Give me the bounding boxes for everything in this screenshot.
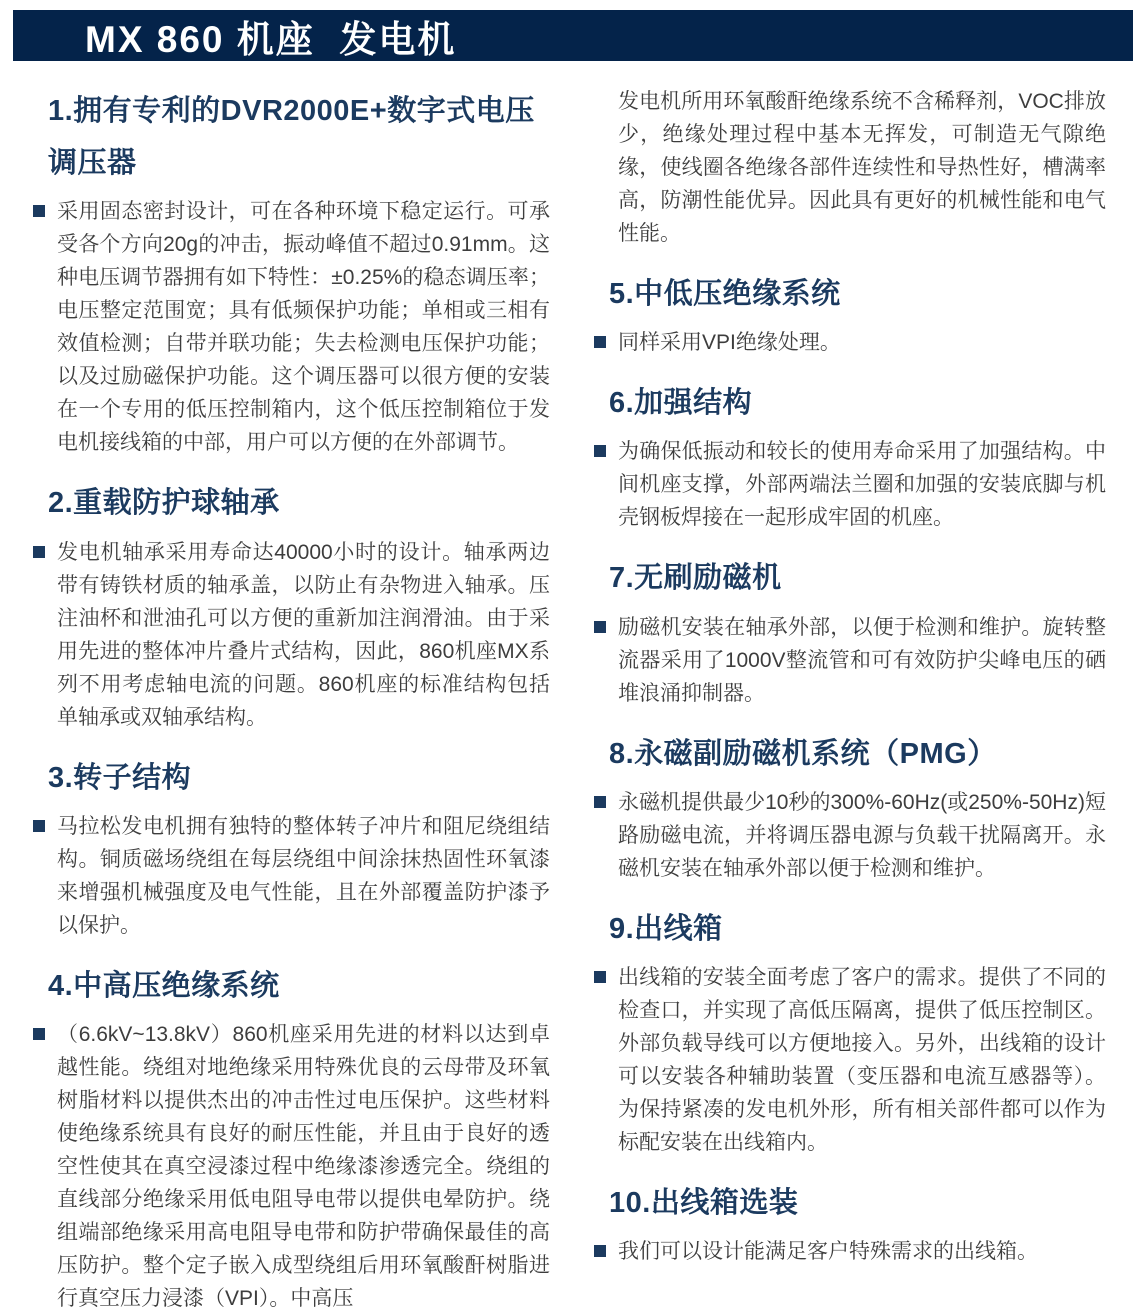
square-bullet-icon <box>594 336 606 348</box>
section-1-heading: 1.拥有专利的DVR2000E+数字式电压调压器 <box>48 95 535 180</box>
bullet-text: 励磁机安装在轴承外部，以便于检测和维护。旋转整流器采用了1000V整流管和可有效防护尖峰电压的硒堆浪涌抑制器。 <box>618 615 1106 705</box>
bullet-item <box>594 961 1106 1159</box>
section-10-heading: 10.出线箱选装 <box>609 1186 799 1219</box>
left-column <box>33 85 550 1315</box>
bullet-item <box>594 611 1106 710</box>
bullet-item <box>594 326 1106 359</box>
section-4-continuation-paragraph: 发电机所用环氧酸酐绝缘系统不含稀释剂，VOC排放少，绝缘处理过程中基本无挥发，可制造无气隙绝缘，使线圈各绝缘各部件连续性和导热性好，槽满率高，防潮性能优异。因此具有更好的机械性能和电气性能。 <box>618 90 1106 245</box>
document-page <box>0 10 1133 1315</box>
square-bullet-icon <box>594 445 606 457</box>
section-3 <box>33 752 550 942</box>
bullet-item <box>33 1018 550 1315</box>
bullet-text: 出线箱的安装全面考虑了客户的需求。提供了不同的检查口，并实现了高低压隔离，提供了低压控制区。外部负载导线可以方便地接入。另外，出线箱的设计可以安装各种辅助装置（变压器和电流互感器等）。为保持紧凑的发电机外形，所有相关部件都可以作为标配安装在出线箱内。 <box>618 965 1106 1154</box>
section-2 <box>33 477 550 733</box>
right-column <box>594 85 1106 1315</box>
square-bullet-icon <box>33 820 45 832</box>
section-9 <box>594 903 1106 1159</box>
section-6 <box>594 377 1106 534</box>
square-bullet-icon <box>594 796 606 808</box>
section-5-heading: 5.中低压绝缘系统 <box>609 278 841 310</box>
bullet-text: 我们可以设计能满足客户特殊需求的出线箱。 <box>618 1240 1038 1264</box>
square-bullet-icon <box>33 546 45 558</box>
page-title: MX 860 机座 发电机 <box>85 18 457 60</box>
square-bullet-icon <box>594 621 606 633</box>
bullet-text: 同样采用VPI绝缘处理。 <box>618 331 841 355</box>
section-7 <box>594 552 1106 709</box>
section-8-heading: 8.永磁副励磁机系统（PMG） <box>609 737 997 770</box>
section-6-heading: 6.加强结构 <box>609 387 753 420</box>
bullet-item <box>594 786 1106 885</box>
bullet-text: 永磁机提供最少10秒的300%-60Hz(或250%-50Hz)短路励磁电流，并将调压器电源与负载干扰隔离开。永磁机安装在轴承外部以便于检测和维护。 <box>618 790 1106 880</box>
section-10 <box>594 1177 1106 1268</box>
square-bullet-icon <box>594 1245 606 1257</box>
section-9-heading: 9.出线箱 <box>609 912 723 945</box>
section-3-heading: 3.转子结构 <box>48 761 192 794</box>
section-2-heading: 2.重载防护球轴承 <box>48 487 280 520</box>
section-5 <box>594 268 1106 359</box>
bullet-item <box>33 810 550 942</box>
bullet-item <box>33 195 550 459</box>
bullet-item <box>594 1235 1106 1268</box>
bullet-text: （6.6kV~13.8kV）860机座采用先进的材料以达到卓越性能。绕组对地绝缘采用特殊优良的云母带及环氧树脂材料以提供杰出的冲击性过电压保护。这些材料使绝缘系统具有良好的耐压性能，并且由于良好的透空性使其在真空浸漆过程中绝缘漆渗透完全。绕组的直线部分绝缘采用低电阻导电带以提供电晕防护。绕组端部绝缘采用高电阻导电带和防护带确保最佳的高压防护。整个定子嵌入成型绕组后用环氧酸酐树脂进行真空压力浸漆（VPI）。中高压 <box>57 1022 550 1310</box>
section-1 <box>33 85 550 459</box>
section-7-heading: 7.无刷励磁机 <box>609 562 782 595</box>
section-4 <box>33 960 550 1315</box>
bullet-text: 为确保低振动和较长的使用寿命采用了加强结构。中间机座支撑，外部两端法兰圈和加强的安装底脚与机壳钢板焊接在一起形成牢固的机座。 <box>618 440 1106 530</box>
bullet-text: 采用固态密封设计，可在各种环境下稳定运行。可承受各个方向20g的冲击，振动峰值不超过0.91mm。这种电压调节器拥有如下特性：±0.25%的稳态调压率；电压整定范围宽；具有低频保护功能；单相或三相有效值检测；自带并联功能；失去检测电压保护功能；以及过励磁保护功能。这个调压器可以很方便的安装在一个专用的低压控制箱内，这个低压控制箱位于发电机接线箱的中部，用户可以方便的在外部调节。 <box>57 200 550 455</box>
two-column-body <box>33 85 1106 1315</box>
square-bullet-icon <box>33 205 45 217</box>
bullet-text: 马拉松发电机拥有独特的整体转子冲片和阻尼绕组结构。铜质磁场绕组在每层绕组中间涂抹热固性环氧漆来增强机械强度及电气性能，且在外部覆盖防护漆予以保护。 <box>57 814 550 937</box>
square-bullet-icon <box>594 971 606 983</box>
bullet-item <box>594 435 1106 534</box>
bullet-text: 发电机轴承采用寿命达40000小时的设计。轴承两边带有铸铁材质的轴承盖，以防止有杂物进入轴承。压注油杯和泄油孔可以方便的重新加注润滑油。由于采用先进的整体冲片叠片式结构，因此，860机座MX系列不用考虑轴电流的问题。860机座的标准结构包括单轴承或双轴承结构。 <box>57 540 550 729</box>
section-8 <box>594 728 1106 885</box>
bullet-item <box>33 536 550 734</box>
title-bar <box>13 10 1133 61</box>
section-4-heading: 4.中高压绝缘系统 <box>48 969 280 1002</box>
square-bullet-icon <box>33 1028 45 1040</box>
